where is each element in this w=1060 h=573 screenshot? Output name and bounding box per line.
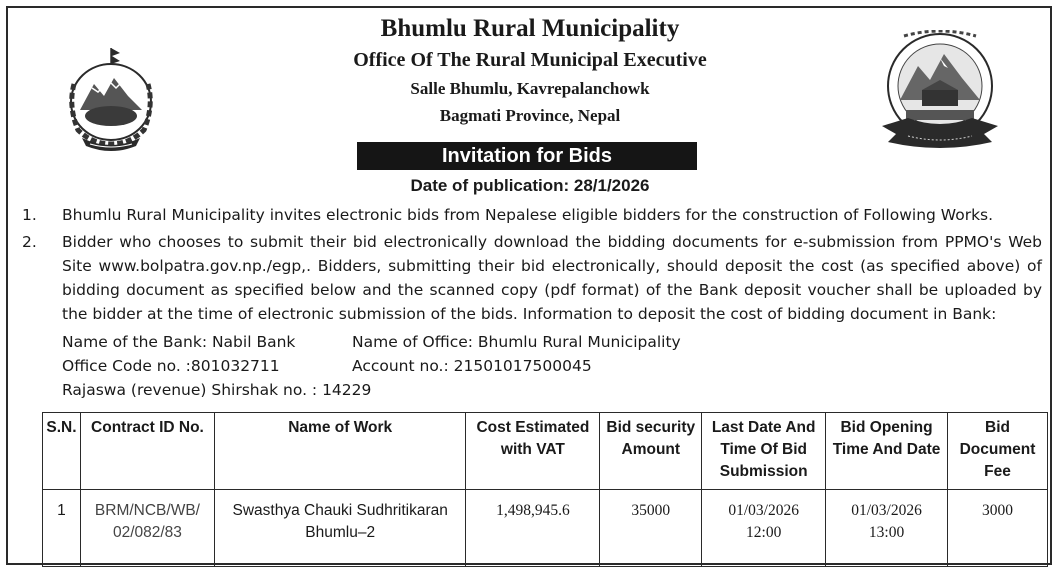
paragraph-text: Bhumlu Rural Municipality invites electronic bids from Nepalese eligible bidders for the construction of Following Works.	[62, 206, 994, 224]
cell-sn: 1	[43, 490, 81, 567]
col-opening: Bid Opening Time And Date	[826, 413, 948, 490]
paragraph-number: 1.	[22, 206, 37, 224]
col-bid-security: Bid security Amount	[600, 413, 702, 490]
last-date: 01/03/2026	[728, 502, 799, 519]
opening-date: 01/03/2026	[851, 502, 922, 519]
works-table	[42, 412, 1048, 567]
paragraph-number: 2.	[22, 233, 37, 251]
last-time: 12:00	[746, 524, 782, 541]
office-address: Salle Bhumlu, Kavrepalanchowk	[410, 79, 650, 98]
col-last-date: Last Date And Time Of Bid Submission	[702, 413, 826, 490]
col-cost-estimated: Cost Estimated with VAT	[466, 413, 600, 490]
table-row	[43, 490, 1048, 567]
cell-contract-id: BRM/NCB/WB/ 02/082/83	[80, 490, 214, 567]
office-name: Name of Office: Bhumlu Rural Municipality	[352, 333, 681, 351]
publication-date: Date of publication: 28/1/2026	[410, 176, 650, 195]
col-name-of-work: Name of Work	[214, 413, 466, 490]
province-line: Bagmati Province, Nepal	[439, 106, 621, 125]
municipality-title: Bhumlu Rural Municipality	[380, 15, 680, 42]
header	[0, 14, 1060, 128]
cell-last-date	[702, 490, 826, 567]
account-number: Account no.: 21501017500045	[352, 357, 592, 375]
cell-name-of-work: Swasthya Chauki Sudhritikaran Bhumlu–2	[214, 490, 466, 567]
cell-fee: 3000	[948, 490, 1048, 567]
cell-cost-estimated: 1,498,945.6	[466, 490, 600, 567]
cell-opening	[826, 490, 948, 567]
col-sn: S.N.	[43, 413, 81, 490]
col-fee: Bid Document Fee	[948, 413, 1048, 490]
cell-bid-security: 35000	[600, 490, 702, 567]
office-title: Office Of The Rural Municipal Executive	[353, 49, 707, 71]
bank-name: Name of the Bank: Nabil Bank	[62, 333, 296, 351]
col-contract-id: Contract ID No.	[80, 413, 214, 490]
table-header-row	[43, 413, 1048, 490]
paragraph-text: Bidder who chooses to submit their bid electronically download the bidding documents for e-submission from PPMO's Web Site www.bolpatra.gov.np./egp,. Bidders, submitting their bid electronically, should deposit the cost (as specified above) of bidding document as specified below and the scanned copy (pdf format) of the Bank deposit voucher shall be uploaded by the bidder at the time of electronic submission of the bids. Information to deposit the cost of bidding document in Bank:	[62, 233, 1042, 323]
notice-title-banner: Invitation for Bids	[357, 142, 697, 170]
office-code: Office Code no. :801032711	[62, 357, 280, 375]
revenue-head: Rajaswa (revenue) Shirshak no. : 14229	[62, 381, 372, 399]
opening-time: 13:00	[868, 524, 905, 541]
